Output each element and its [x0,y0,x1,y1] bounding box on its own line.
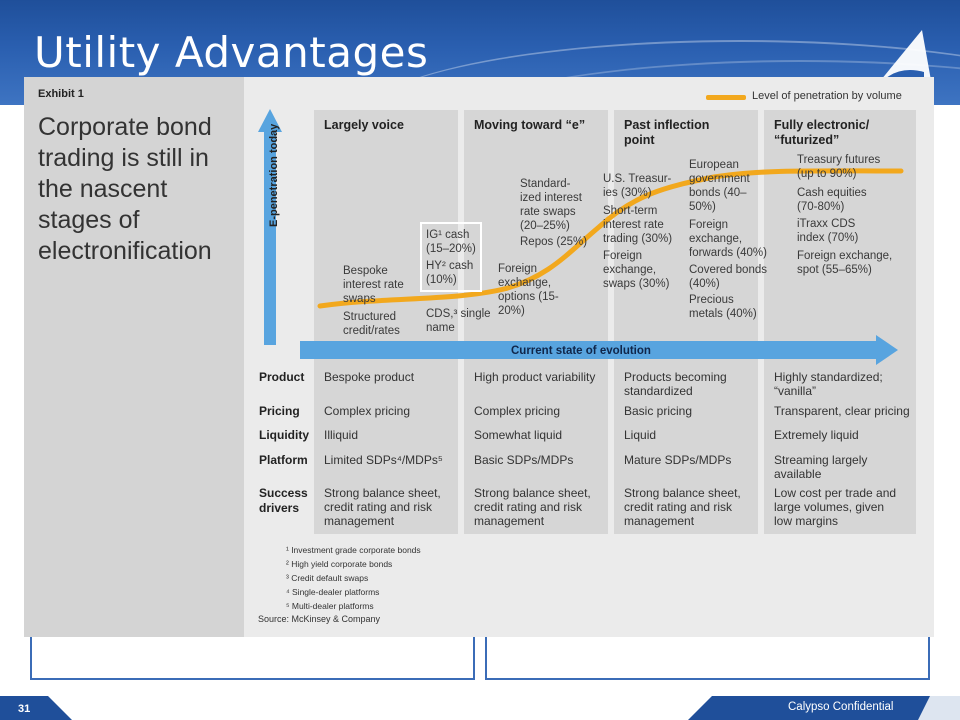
table-cell: Liquid [624,428,657,442]
annotation: HY² cash (10%) [426,260,474,286]
annotation: Covered bonds (40%) [689,264,767,290]
annotation: Standard-ized interest rate swaps (20–25%) [520,178,583,232]
annotation: Structured credit/rates [343,311,400,337]
row-label-liquidity: Liquidity [259,428,309,442]
row-label-product: Product [259,370,305,384]
annotation: Foreign exchange, forwards (40%) [689,219,767,259]
footnote: ² High yield corporate bonds [286,559,393,569]
row-label-success-drivers: Success drivers [259,486,308,515]
table-cell: Complex pricing [324,404,411,418]
annotation: iTraxx CDS index (70%) [797,218,859,244]
row-label-platform: Platform [259,453,308,467]
table-cell: Low cost per trade and large volumes, given low margins [774,486,897,528]
table-cell: Bespoke product [324,370,415,384]
stage-header: Past inflection point [624,118,710,147]
table-cell: Mature SDPs/MDPs [624,453,732,467]
table-cell: Extremely liquid [774,428,859,442]
annotation: European government bonds (40–50%) [689,159,750,213]
table-cell: Transparent, clear pricing [774,404,910,418]
table-cell: Basic SDPs/MDPs [474,453,574,467]
exhibit-heading: Corporate bond trading is still in the nascent stages of electronification [38,113,212,265]
stage-header: Largely voice [324,118,404,132]
table-cell: Illiquid [324,428,359,442]
annotation: Foreign exchange, spot (55–65%) [797,250,893,276]
row-label-pricing: Pricing [259,404,300,418]
x-axis-label: Current state of evolution [511,345,651,357]
table-cell: Strong balance sheet, credit rating and risk management [624,486,741,528]
y-axis-label: E-penetration today [268,123,280,227]
footnote: ⁵ Multi-dealer platforms [286,601,374,611]
table-cell: Products becoming standardized [624,370,727,398]
exhibit-label: Exhibit 1 [38,88,84,100]
footnote: ³ Credit default swaps [286,573,369,583]
slide-title: Utility Advantages [34,28,429,77]
annotation: Repos (25%) [520,236,588,248]
table-cell: Strong balance sheet, credit rating and risk management [474,486,591,528]
table-cell: Limited SDPs⁴/MDPs⁵ [324,453,443,467]
annotation: Precious metals (40%) [689,294,757,320]
footnote: ¹ Investment grade corporate bonds [286,545,421,555]
table-cell: Highly standardized; “vanilla” [774,370,883,398]
annotation: Treasury futures (up to 90%) [797,154,881,180]
annotation: CDS,³ single name [426,308,491,334]
annotation: Foreign exchange, options (15-20%) [498,263,559,317]
annotation: Foreign exchange, swaps (30%) [603,250,670,290]
footnote: ⁴ Single-dealer platforms [286,587,380,597]
source-note: Source: McKinsey & Company [258,614,381,624]
exhibit-panel [24,77,934,637]
annotation: Short-term interest rate trading (30%) [603,205,673,245]
stage-header: Fully electronic/ “futurized” [774,118,870,147]
confidential-label: Calypso Confidential [788,701,894,713]
legend-label: Level of penetration by volume [752,90,902,102]
table-cell: Basic pricing [624,404,693,418]
annotation: Cash equities (70-80%) [797,187,867,213]
table-cell: Complex pricing [474,404,561,418]
page-number: 31 [18,703,31,715]
annotation: IG¹ cash (15–20%) [426,229,476,255]
table-cell: High product variability [474,370,596,384]
annotation: U.S. Treasur-ies (30%) [603,173,672,199]
table-cell: Streaming largely available [774,453,868,481]
table-cell: Strong balance sheet, credit rating and risk management [324,486,441,528]
table-cell: Somewhat liquid [474,428,563,442]
annotation: Bespoke interest rate swaps [343,265,404,305]
stage-header: Moving toward “e” [474,118,586,132]
